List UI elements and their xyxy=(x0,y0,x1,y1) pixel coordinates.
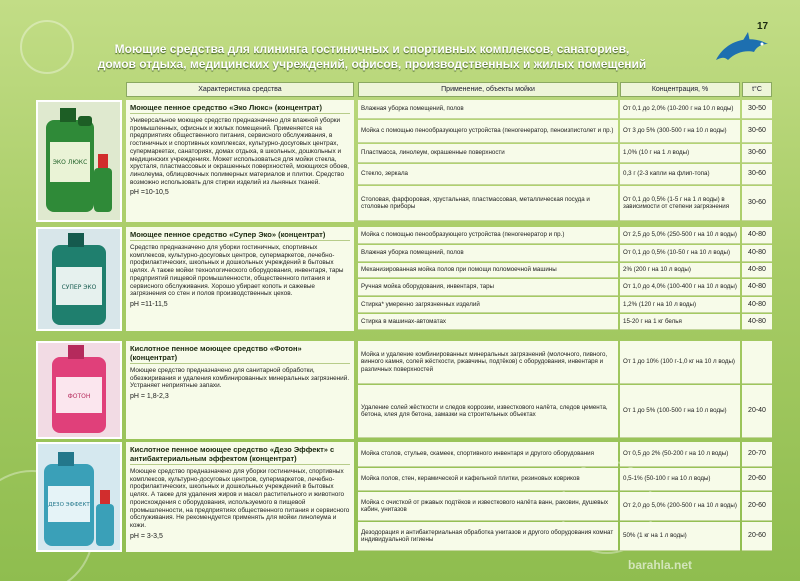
product-card-super-eco xyxy=(126,227,354,331)
usage-concentration: От 2,5 до 5,0% (250-500 г на 10 л воды) xyxy=(620,227,740,244)
column-header-characteristics: Характеристика средства xyxy=(126,82,354,97)
page-number: 17 xyxy=(757,21,769,32)
usage-concentration: От 1 до 10% (100 г-1,0 кг на 10 л воды) xyxy=(620,341,740,384)
column-header-temperature: t°C xyxy=(742,82,772,97)
product-description: Универсальное моющее средство предназначено для влажной уборки промышленных, офисных и жилых помещений. Применяется на предприятиях общественного питания, сервисного обслуживания, в гостиничных и спортивных комплексах, культурно-досуговых центрах, супермаркетах, санаториях, домах отдыха, в школьных, дошкольных и медицинских учреждениях. Может использоваться для мойки стекла, хрусталя, пластмассовых и окрашенных поверхностей, моющихся обоев, линолеума, облицовочных полимерных материалов и плитки. Средство возможно использовать для стирки изделий из льняных тканей. xyxy=(130,117,350,186)
usage-temperature: 30-50 xyxy=(742,100,772,119)
product-photo-foton xyxy=(36,341,122,439)
product-photo-dezo-effect xyxy=(36,442,122,552)
page-title xyxy=(92,36,652,78)
usage-application: Стирка* умеренно загрязненных изделий xyxy=(358,297,618,313)
bottle-label: ФОТОН xyxy=(67,393,91,400)
usage-temperature: 30-60 xyxy=(742,186,772,221)
usage-application: Дезодорация и антибактериальная обработка унитазов и другого оборудования комнат индивидуальной гигиены xyxy=(358,522,618,551)
product-description: Моющее средство предназначено для уборки гостиничных, спортивных комплексов, культурно-досуговых центров, супермаркетов, лечебно-профилактических, школьных и дошкольных учреждений в бытовых целях. А также для удаления жиров и масел растительного и животного происхождения с оборудования, используемого в пищевой промышленности, на предприятиях общественного питания и сервисного обслуживания. Не рекомендуется применять для мойки линолеума и кожи. xyxy=(130,468,350,529)
title-line-1: Моющие средства для клининга гостиничных и спортивных комплексов, санаториев, xyxy=(114,42,630,56)
usage-concentration: 0,3 г (2-3 капли на флип-топа) xyxy=(620,164,740,185)
product-description: Моющее средство предназначено для санитарной обработки, обезжиривания и удаления комбинированных минеральных загрязнений. Устраняет неприятные запахи. xyxy=(130,367,350,390)
usage-temperature: 20-60 xyxy=(742,492,772,521)
usage-concentration: От 0,1 до 0,5% (1-5 г на 1 л воды) в зависимости от степени загрязнения xyxy=(620,186,740,221)
usage-application: Мойка с очисткой от ржавых подтёков и известкового налёта ванн, раковин, душевых кабин, унитазов xyxy=(358,492,618,521)
bottle-label: ЭКО ЛЮКС xyxy=(52,159,88,166)
usage-application: Мойка полов, стен, керамической и кафельной плитки, резиновых ковриков xyxy=(358,468,618,491)
bottle-label: ДЕЗО ЭФФЕКТ xyxy=(48,502,90,508)
usage-application: Удаление солей жёсткости и следов коррозии, известкового налёта, следов цемента, бетона, клея для бетона, замазки на строительных объектах xyxy=(358,385,618,438)
usage-concentration: От 0,1 до 2,0% (10-200 г на 10 л воды) xyxy=(620,100,740,119)
usage-temperature: 30-60 xyxy=(742,144,772,163)
usage-concentration: От 2,0 до 5,0% (200-500 г на 10 л воды) xyxy=(620,492,740,521)
product-name: Моющее пенное средство «Эко Люкс» (концентрат) xyxy=(130,103,350,114)
usage-application: Стирка в машинах-автоматах xyxy=(358,314,618,330)
product-name: Кислотное пенное моющее средство «Дезо Эффект» с антибактериальным эффектом (концентрат) xyxy=(130,445,350,465)
product-photo-eco-lux xyxy=(36,100,122,222)
dolphin-logo-icon xyxy=(712,30,774,72)
product-description: Средство предназначено для уборки гостиничных, спортивных комплексов, культурно-досуговых центров, супермаркетов, лечебно-профилактических, школьных и дошкольных учреждений в бытовых целях. А также мойки технологического оборудования, инвентаря, тары предприятий пищевой промышленности, общественного питания и сервисного обслуживания. Хорошо убирает копоть и сажевые загрязнения со стен и полов производственных цехов. xyxy=(130,244,344,298)
usage-temperature: 40-80 xyxy=(742,297,772,313)
usage-temperature: 40-80 xyxy=(742,314,772,330)
watermark: barahla.net xyxy=(628,558,693,572)
usage-concentration: 1,0% (10 г на 1 л воды) xyxy=(620,144,740,163)
product-card-foton xyxy=(126,341,354,439)
usage-temperature: 40-80 xyxy=(742,279,772,296)
usage-concentration: От 1 до 5% (100-500 г на 10 л воды) xyxy=(620,385,740,438)
title-line-2: домов отдыха, медицинских учреждений, офисов, производственных и жилых помещений xyxy=(97,57,647,71)
usage-concentration: 0,5-1% (50-100 г на 10 л воды) xyxy=(620,468,740,491)
usage-concentration: 2% (200 г на 10 л воды) xyxy=(620,263,740,278)
product-card-eco-lux xyxy=(126,100,354,222)
usage-application: Мойка с помощью пенообразующего устройства (пеногенератор, пеноизпистолет и пр.) xyxy=(358,120,618,143)
decorative-bubble xyxy=(20,20,74,74)
usage-concentration: 50% (1 кг на 1 л воды) xyxy=(620,522,740,551)
product-ph: pH =11-11,5 xyxy=(130,300,168,308)
product-ph: pH =10-10,5 xyxy=(130,189,169,197)
usage-application: Пластмасса, линолеум, окрашенные поверхности xyxy=(358,144,618,163)
product-name: Кислотное пенное моющее средство «Фотон» (концентрат) xyxy=(130,344,350,364)
usage-temperature: 20-60 xyxy=(742,468,772,491)
product-name: Моющее пенное средство «Супер Эко» (концентрат) xyxy=(130,230,350,241)
usage-application: Мойка с помощью пенообразующего устройства (пеногенератор и пр.) xyxy=(358,227,618,244)
product-card-dezo-effect xyxy=(126,442,354,552)
usage-temperature: 30-60 xyxy=(742,120,772,143)
usage-temperature: 20-70 xyxy=(742,442,772,467)
product-ph: pH = 3-3,5 xyxy=(130,532,163,540)
usage-concentration: От 3 до 5% (300-500 г на 10 л воды) xyxy=(620,120,740,143)
usage-application: Мойка и удаление комбинированных минеральных загрязнений (молочного, пивного, винного камня, солей жёсткости, ржавчины, подтёков) с оборудования, инвентаря и различных поверхностей xyxy=(358,341,618,384)
product-photo-super-eco xyxy=(36,227,122,331)
usage-temperature: 40-80 xyxy=(742,227,772,244)
usage-temperature: 30-60 xyxy=(742,164,772,185)
column-header-application: Применение, объекты мойки xyxy=(358,82,618,97)
bottle-label: СУПЕР ЭКО xyxy=(61,284,97,291)
usage-temperature xyxy=(742,341,772,384)
usage-temperature: 40-80 xyxy=(742,245,772,262)
usage-application: Влажная уборка помещений, полов xyxy=(358,245,618,262)
usage-application: Стекло, зеркала xyxy=(358,164,618,185)
usage-application: Механизированная мойка полов при помощи поломоечной машины xyxy=(358,263,618,278)
product-ph: pH = 1,8-2,3 xyxy=(130,393,169,401)
usage-concentration: 1,2% (120 г на 10 л воды) xyxy=(620,297,740,313)
usage-application: Мойка столов, стульев, скамеек, спортивного инвентаря и другого оборудования xyxy=(358,442,618,467)
column-header-concentration: Концентрация, % xyxy=(620,82,740,97)
usage-application: Столовая, фарфоровая, хрустальная, пластмассовая, металлическая посуда и столовые приборы xyxy=(358,186,618,221)
usage-concentration: 15-20 г на 1 кг белья xyxy=(620,314,740,330)
usage-concentration: От 1,0 до 4,0% (100-400 г на 10 л воды) xyxy=(620,279,740,296)
usage-temperature: 40-80 xyxy=(742,263,772,278)
usage-application: Ручная мойка оборудования, инвентаря, тары xyxy=(358,279,618,296)
usage-application: Влажная уборка помещений, полов xyxy=(358,100,618,119)
usage-temperature: 20-60 xyxy=(742,522,772,551)
usage-temperature: 20-40 xyxy=(742,385,772,438)
usage-concentration: От 0,5 до 2% (50-200 г на 10 л воды) xyxy=(620,442,740,467)
usage-concentration: От 0,1 до 0,5% (10-50 г на 10 л воды) xyxy=(620,245,740,262)
